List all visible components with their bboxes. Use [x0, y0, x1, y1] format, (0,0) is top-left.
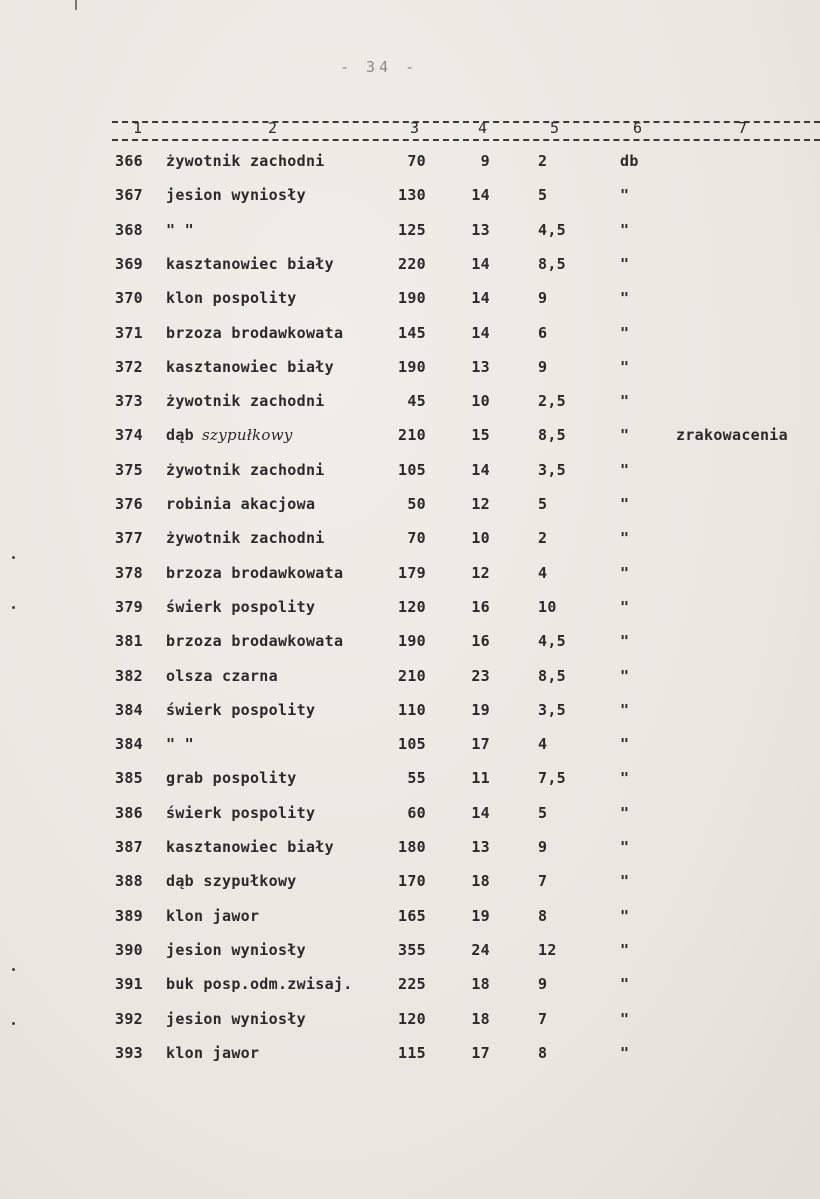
- col4-value: 14: [471, 460, 490, 479]
- row-number: 384: [115, 700, 143, 719]
- col4-value: 13: [471, 357, 490, 376]
- row-number: 373: [115, 392, 143, 411]
- col4-value: 13: [471, 838, 490, 856]
- col3-value: 45: [407, 392, 426, 411]
- species-name: świerk pospolity: [166, 700, 316, 719]
- col6-value: ": [620, 529, 630, 548]
- col5-value: 4: [538, 563, 548, 582]
- punch-dot: [12, 968, 15, 971]
- col3-value: 105: [398, 735, 426, 754]
- species-name: świerk pospolity: [166, 597, 316, 616]
- header-rule-top: [112, 121, 820, 123]
- row-number: 382: [115, 666, 143, 685]
- col5-value: 4: [538, 735, 548, 754]
- col4-value: 23: [471, 666, 490, 685]
- row-number: 369: [115, 254, 143, 273]
- table-row: [0, 221, 820, 255]
- col5-value: 2: [538, 152, 548, 170]
- col3-value: 110: [398, 700, 426, 719]
- species-name: grab pospolity: [166, 769, 297, 788]
- row-number: 368: [115, 220, 143, 239]
- species-name: żywotnik zachodni: [166, 392, 325, 411]
- col5-value: 3,5: [538, 700, 566, 719]
- col5-value: 9: [538, 289, 548, 308]
- col3-value: 355: [398, 940, 426, 959]
- col6-value: ": [620, 597, 630, 616]
- col3-value: 145: [398, 323, 426, 342]
- column-header-6: 6: [633, 119, 643, 137]
- col4-value: 18: [471, 872, 490, 891]
- species-name: żywotnik zachodni: [166, 460, 325, 479]
- punch-dot: [12, 606, 15, 609]
- species-name: robinia akacjowa: [166, 495, 316, 513]
- table-row: [0, 426, 820, 460]
- row-number: 367: [115, 186, 143, 205]
- table-row: [0, 632, 820, 666]
- species-name-handwritten: szypułkowy: [202, 426, 293, 445]
- row-number: 387: [115, 838, 143, 856]
- species-name: dąb szypułkowy: [166, 872, 297, 891]
- col4-value: 14: [471, 254, 490, 273]
- col6-value: ": [620, 323, 630, 342]
- row-number: 378: [115, 563, 143, 582]
- col5-value: 2,5: [538, 392, 566, 411]
- table-row: [0, 186, 820, 220]
- col4-value: 9: [480, 152, 490, 170]
- species-name: buk posp.odm.zwisaj.: [166, 975, 353, 994]
- col5-value: 8,5: [538, 254, 566, 273]
- col6-value: ": [620, 392, 630, 411]
- table-row: [0, 838, 820, 872]
- species-name: kasztanowiec biały: [166, 838, 334, 856]
- table-row: [0, 598, 820, 632]
- row-number: 391: [115, 975, 143, 994]
- page-number: - 34 -: [340, 58, 419, 76]
- col3-value: 60: [407, 803, 426, 822]
- table-row: [0, 701, 820, 735]
- row-number: 371: [115, 323, 143, 342]
- col6-value: ": [620, 254, 630, 273]
- col6-value: ": [620, 940, 630, 959]
- species-name: jesion wyniosły: [166, 186, 306, 205]
- table-row: [0, 152, 820, 186]
- row-number: 384: [115, 735, 143, 754]
- table-row: [0, 975, 820, 1009]
- col5-value: 6: [538, 323, 548, 342]
- table-row: [0, 907, 820, 941]
- col6-value: ": [620, 632, 630, 651]
- col5-value: 4,5: [538, 632, 566, 651]
- col4-value: 10: [471, 392, 490, 411]
- col3-value: 125: [398, 220, 426, 239]
- species-name: brzoza brodawkowata: [166, 563, 344, 582]
- row-number: 392: [115, 1009, 143, 1028]
- row-number: 381: [115, 632, 143, 651]
- col5-value: 8: [538, 1043, 548, 1062]
- col3-value: 190: [398, 357, 426, 376]
- col3-value: 210: [398, 666, 426, 685]
- col5-value: 10: [538, 597, 557, 616]
- row-number: 386: [115, 803, 143, 822]
- col3-value: 210: [398, 426, 426, 445]
- col5-value: 5: [538, 495, 548, 513]
- col6-value: ": [620, 426, 630, 445]
- col6-value: ": [620, 803, 630, 822]
- species-name: jesion wyniosły: [166, 1009, 306, 1028]
- col5-value: 5: [538, 186, 548, 205]
- col5-value: 2: [538, 529, 548, 548]
- col3-value: 190: [398, 289, 426, 308]
- col6-value: db: [620, 152, 639, 170]
- col6-value: ": [620, 495, 630, 513]
- species-name: klon jawor: [166, 906, 260, 925]
- col3-value: 70: [407, 152, 426, 170]
- col4-value: 12: [471, 563, 490, 582]
- col4-value: 15: [471, 426, 490, 445]
- table-row: [0, 872, 820, 906]
- col6-value: ": [620, 838, 630, 856]
- row-number: 375: [115, 460, 143, 479]
- col6-value: ": [620, 357, 630, 376]
- table-row: [0, 461, 820, 495]
- col5-value: 12: [538, 940, 557, 959]
- col4-value: 14: [471, 186, 490, 205]
- col4-value: 14: [471, 323, 490, 342]
- col4-value: 17: [471, 735, 490, 754]
- col5-value: 4,5: [538, 220, 566, 239]
- column-header-7: 7: [738, 119, 748, 137]
- col6-value: ": [620, 1009, 630, 1028]
- table-row: [0, 804, 820, 838]
- species-name: [166, 426, 293, 444]
- row-number: 379: [115, 597, 143, 616]
- table-row: [0, 769, 820, 803]
- species-name: świerk pospolity: [166, 803, 316, 822]
- col5-value: 8,5: [538, 666, 566, 685]
- species-name: brzoza brodawkowata: [166, 632, 344, 651]
- species-name: olsza czarna: [166, 666, 278, 685]
- table-row: [0, 392, 820, 426]
- species-name: klon jawor: [166, 1043, 260, 1062]
- col5-value: 7,5: [538, 769, 566, 788]
- col3-value: 120: [398, 1009, 426, 1028]
- col3-value: 105: [398, 460, 426, 479]
- col6-value: ": [620, 1043, 630, 1062]
- col3-value: 55: [407, 769, 426, 788]
- species-name: " ": [166, 220, 194, 239]
- species-name: kasztanowiec biały: [166, 357, 334, 376]
- row-number: 388: [115, 872, 143, 891]
- species-name: klon pospolity: [166, 289, 297, 308]
- column-header-2: 2: [268, 119, 278, 137]
- table-row: [0, 255, 820, 289]
- col6-value: ": [620, 666, 630, 685]
- row-number: 377: [115, 529, 143, 548]
- table-row: [0, 529, 820, 563]
- col3-value: 50: [407, 495, 426, 513]
- row-number: 376: [115, 495, 143, 513]
- margin-mark: [75, 0, 77, 10]
- col4-value: 19: [471, 700, 490, 719]
- col5-value: 9: [538, 975, 548, 994]
- row-number: 366: [115, 152, 143, 170]
- col4-value: 18: [471, 1009, 490, 1028]
- col3-value: 120: [398, 597, 426, 616]
- col5-value: 8: [538, 906, 548, 925]
- table-row: [0, 667, 820, 701]
- col3-value: 225: [398, 975, 426, 994]
- col3-value: 180: [398, 838, 426, 856]
- table-row: [0, 289, 820, 323]
- row-number: 372: [115, 357, 143, 376]
- col4-value: 11: [471, 769, 490, 788]
- col4-value: 17: [471, 1043, 490, 1062]
- col4-value: 12: [471, 495, 490, 513]
- row-number: 374: [115, 426, 143, 445]
- col3-value: 70: [407, 529, 426, 548]
- col6-value: ": [620, 563, 630, 582]
- table-row: [0, 1010, 820, 1044]
- table-row: [0, 1044, 820, 1078]
- table-row: [0, 358, 820, 392]
- row-number: 370: [115, 289, 143, 308]
- col6-value: ": [620, 186, 630, 205]
- species-name: żywotnik zachodni: [166, 152, 325, 170]
- species-name: kasztanowiec biały: [166, 254, 334, 273]
- column-header-4: 4: [478, 119, 488, 137]
- col4-value: 18: [471, 975, 490, 994]
- col3-value: 115: [398, 1043, 426, 1062]
- column-header-3: 3: [410, 119, 420, 137]
- species-name: żywotnik zachodni: [166, 529, 325, 548]
- col3-value: 220: [398, 254, 426, 273]
- col6-value: ": [620, 769, 630, 788]
- col6-value: ": [620, 220, 630, 239]
- col5-value: 8,5: [538, 426, 566, 445]
- table-row: [0, 324, 820, 358]
- species-name: jesion wyniosły: [166, 940, 306, 959]
- row-number: 393: [115, 1043, 143, 1062]
- col3-value: 130: [398, 186, 426, 205]
- row-number: 385: [115, 769, 143, 788]
- col6-value: ": [620, 872, 630, 891]
- col4-value: 14: [471, 289, 490, 308]
- col5-value: 5: [538, 803, 548, 822]
- table-row: [0, 495, 820, 529]
- col6-value: ": [620, 289, 630, 308]
- table-row: [0, 735, 820, 769]
- col4-value: 16: [471, 597, 490, 616]
- species-name: brzoza brodawkowata: [166, 323, 344, 342]
- col3-value: 179: [398, 563, 426, 582]
- col3-value: 165: [398, 906, 426, 925]
- col4-value: 16: [471, 632, 490, 651]
- punch-dot: [12, 556, 15, 559]
- row-number: 390: [115, 940, 143, 959]
- column-header-5: 5: [550, 119, 560, 137]
- col4-value: 13: [471, 220, 490, 239]
- col6-value: ": [620, 700, 630, 719]
- column-header-1: 1: [133, 119, 143, 137]
- species-name-typed: dąb: [166, 426, 194, 445]
- col7-note: zrakowacenia: [676, 426, 788, 445]
- species-name: " ": [166, 735, 194, 754]
- col5-value: 3,5: [538, 460, 566, 479]
- col5-value: 7: [538, 872, 548, 891]
- col4-value: 24: [471, 940, 490, 959]
- col4-value: 10: [471, 529, 490, 548]
- col3-value: 170: [398, 872, 426, 891]
- table-row: [0, 941, 820, 975]
- col5-value: 7: [538, 1009, 548, 1028]
- col6-value: ": [620, 735, 630, 754]
- col6-value: ": [620, 906, 630, 925]
- col4-value: 19: [471, 906, 490, 925]
- col6-value: ": [620, 460, 630, 479]
- table-row: [0, 564, 820, 598]
- col6-value: ": [620, 975, 630, 994]
- col3-value: 190: [398, 632, 426, 651]
- row-number: 389: [115, 906, 143, 925]
- punch-dot: [12, 1022, 15, 1025]
- col4-value: 14: [471, 803, 490, 822]
- col5-value: 9: [538, 838, 548, 856]
- header-rule-bottom: [112, 139, 820, 141]
- col5-value: 9: [538, 357, 548, 376]
